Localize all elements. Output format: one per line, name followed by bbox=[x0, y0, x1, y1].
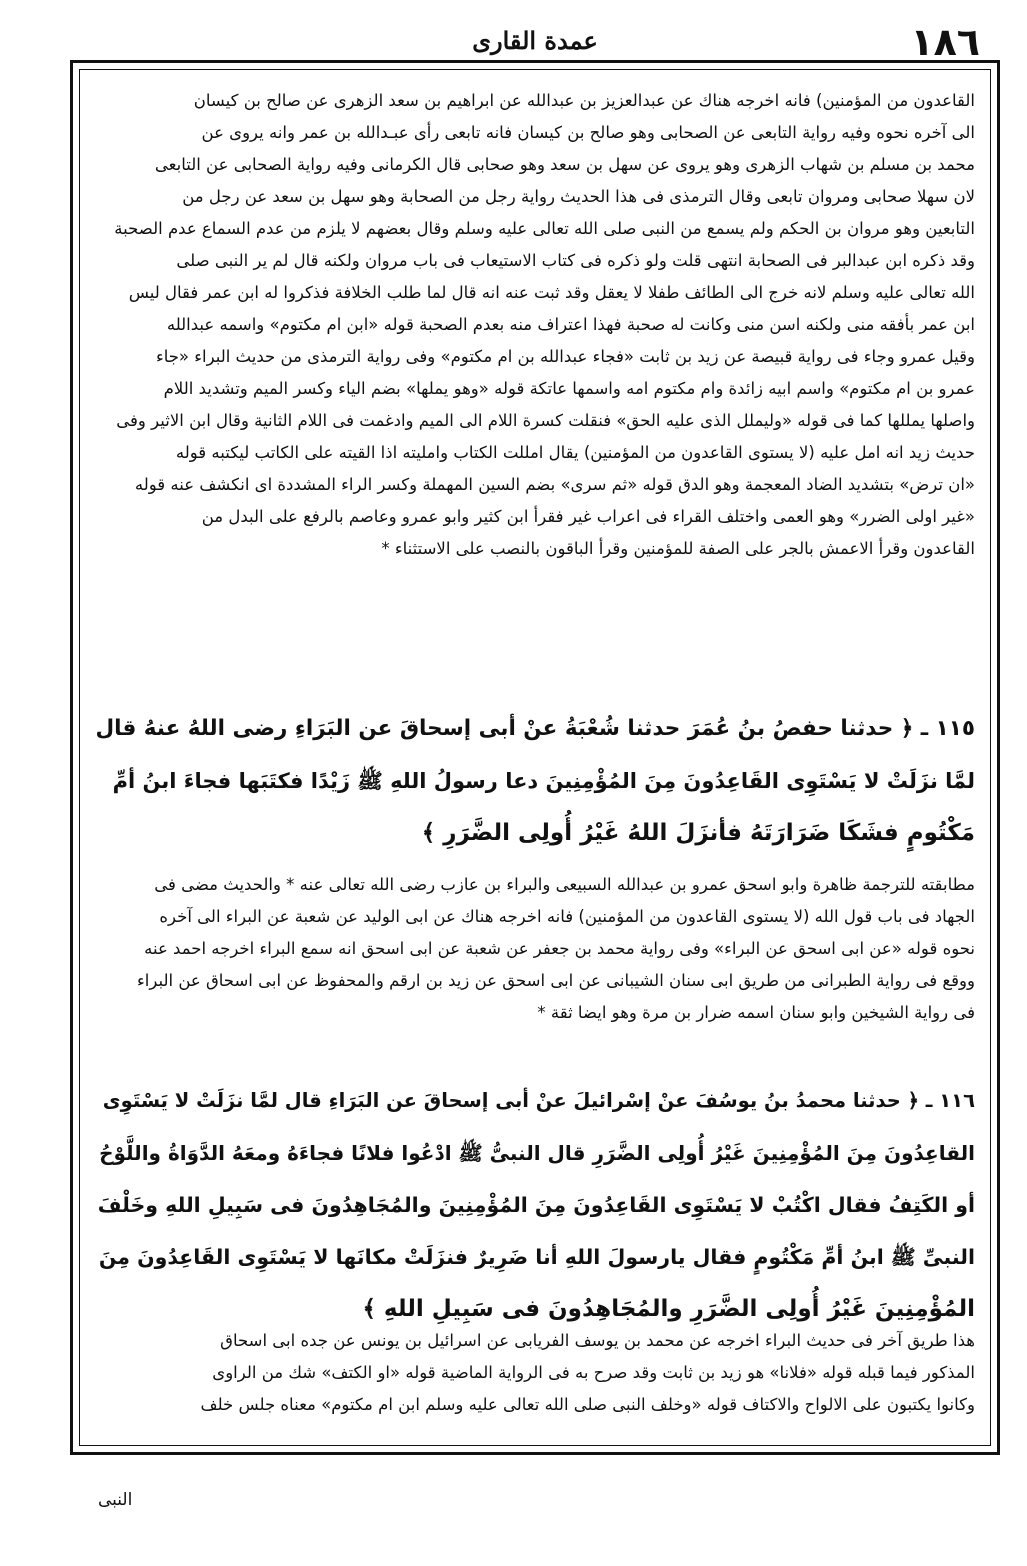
commentary-line: محمد بن مسلم بن شهاب الزهرى وهو يروى عن سهل بن سعد وهو صحابى قال الكرمانى وفيه رواية الصحابى عن التابعى bbox=[154, 155, 975, 174]
commentary-line: التابعين وهو مروان بن الحكم ولم يسمع من النبى صلى الله تعالى عليه وسلم وقال بعضهم لا يلزم من عدم السماع عدم الصحبة bbox=[114, 219, 975, 238]
commentary-line: الله تعالى عليه وسلم لانه خرج الى الطائف طفلا لا يعقل وقد ثبت عنه انه قال لما طلب الخلافة فذكروا له ابن عمر فقال ليس bbox=[128, 283, 975, 302]
commentary-block-3 bbox=[95, 1325, 975, 1421]
commentary-line: فى رواية الشيخين وابو سنان اسمه ضرار بن مرة وهو ايضا ثقة * bbox=[537, 1003, 975, 1022]
commentary-line: «ان ترض» بتشديد الضاد المعجمة وهو الدق قوله «ثم سرى» بضم السين المهملة وكسر الراء المشددة اى انكشف عنه قوله bbox=[134, 475, 975, 494]
commentary-line: «غير اولى الضرر» وهو العمى واختلف القراء فى اعراب غير فقرأ ابن كثير وابو عمرو وعاصم بالرفع على البدل من bbox=[201, 507, 975, 526]
commentary-line: وكانوا يكتبون على الالواح والاكتاف قوله «وخلف النبى صلى الله تعالى عليه وسلم ابن ام مكتوم» معناه جلس خلف bbox=[200, 1395, 975, 1414]
commentary-line: هذا طريق آخر فى حديث البراء اخرجه عن محمد بن يوسف الفريابى عن اسرائيل بن يونس عن جده ابى اسحاق bbox=[220, 1331, 975, 1350]
page-number: ١٨٦ bbox=[910, 20, 980, 64]
hadith-line: القاعِدُونَ مِنَ المُؤْمِنِينَ غَيْرُ أُولِى الضَّرَرِ قال النبىُّ ﷺ ادْعُوا فلانًا فجاءَهُ ومعَهُ الدَّوَاةُ واللَّوْحُ bbox=[99, 1141, 975, 1165]
hadith-line: ١١٥ ـ ﴿ حدثنا حفصُ بنُ عُمَرَ حدثنا شُعْبَةُ عنْ أبى إسحاقَ عن البَرَاءِ رضى اللهُ عنهُ قال bbox=[95, 716, 975, 741]
commentary-line: القاعدون من المؤمنين) فانه اخرجه هناك عن عبدالعزيز بن عبدالله عن ابراهيم بن سعد الزهرى عن صالح بن كيسان bbox=[193, 91, 975, 110]
commentary-line: نحوه قوله «عن ابى اسحق عن البراء» وفى رواية محمد بن جعفر عن شعبة عن ابى اسحق انه سمع البراء اخرجه احمد عنه bbox=[144, 939, 975, 958]
commentary-line: وقد ذكره ابن عبدالبر فى الصحابة انتهى قلت ولو ذكره فى كتاب الاستيعاب فى باب مروان ولكنه قال لم ير النبى صلى bbox=[176, 251, 975, 270]
commentary-line: واصلها يمللها كما فى قوله «وليملل الذى عليه الحق» فنقلت كسرة اللام الى الميم وادغمت فى اللام الثانية وقال ابن الاثير وفى bbox=[116, 411, 975, 430]
page-frame bbox=[70, 60, 1000, 1455]
hadith-line: المُؤْمِنِينَ غَيْرُ أُولِى الضَّرَرِ والمُجَاهِدُونَ فى سَبِيلِ اللهِ ﴾ bbox=[362, 1296, 975, 1322]
commentary-line: الى آخره نحوه وفيه رواية التابعى عن الصحابى وهو صالح بن كيسان فانه تابعى رأى عبـدالله بن عمر وانه يروى عن bbox=[201, 123, 975, 142]
commentary-block-1 bbox=[95, 85, 975, 565]
commentary-block-2 bbox=[95, 869, 975, 1029]
hadith-line: مَكْتُومٍ فشَكَا ضَرَارَتَهُ فأنزَلَ اللهُ غَيْرُ أُولِى الضَّرَرِ ﴾ bbox=[421, 820, 975, 846]
commentary-line: مطابقته للترجمة ظاهرة وابو اسحق عمرو بن عبدالله السبيعى والبراء بن عازب رضى الله تعالى عنه * والحديث مضى فى bbox=[154, 875, 975, 894]
running-title: عمدة القارى bbox=[472, 26, 598, 55]
commentary-line: عمرو بن ام مكتوم» واسم ابيه زائدة وام مكتوم امه واسمها عاتكة قوله «وهو يملها» بضم الياء وكسر الميم وتشديد اللام bbox=[163, 379, 975, 398]
commentary-line: حديث زيد انه امل عليه (لا يستوى القاعدون من المؤمنين) يقال امللت الكتاب وامليته اذا القيته على الكاتب ليكتبه قوله bbox=[175, 443, 975, 462]
commentary-line: وقيل عمرو وجاء فى رواية قبيصة عن زيد بن ثابت «فجاء عبدالله بن ام مكتوم» وفى رواية الترمذى من حديث البراء «جاء bbox=[155, 347, 975, 366]
hadith-line: لمَّا نزَلَتْ لا يَسْتَوِى القَاعِدُونَ مِنَ المُؤْمِنِينَ دعا رسولُ اللهِ ﷺ زَيْدًا فكتَبَها فجاءَ ابنُ أمِّ bbox=[112, 769, 975, 793]
commentary-line: ووقع فى رواية الطبرانى من طريق ابى سنان الشيبانى عن ابى اسحق عن زيد بن ارقم والمحفوظ عن ابى اسحاق عن البراء bbox=[137, 971, 975, 990]
commentary-line: القاعدون وقرأ الاعمش بالجر على الصفة للمؤمنين وقرأ الباقون بالنصب على الاستثناء * bbox=[381, 539, 975, 558]
hadith-line: ١١٦ ـ ﴿ حدثنا محمدُ بنُ يوسُفَ عنْ إسْرائيلَ عنْ أبى إسحاقَ عن البَرَاءِ قال لمَّا نزَلَتْ لا يَسْتَوِى bbox=[102, 1089, 975, 1112]
page-header bbox=[60, 18, 1010, 64]
commentary-line: المذكور فيما قبله قوله «فلانا» هو زيد بن ثابت وقد صرح به فى الرواية الماضية قوله «او الكتف» شك من الراوى bbox=[212, 1363, 975, 1382]
catchword: النبى bbox=[98, 1490, 133, 1510]
commentary-line: لان سهلا صحابى ومروان تابعى وقال الترمذى فى هذا الحديث رواية رجل من الصحابة وهو سهل بن سعد عن رجل من bbox=[182, 187, 975, 206]
hadith-116 bbox=[95, 1075, 975, 1335]
hadith-line: النبىِّ ﷺ ابنُ أمِّ مَكْتُومٍ فقال يارسولَ اللهِ أنا ضَرِيرٌ فنزَلَتْ مكانَها لا يَسْتَوِى القَاعِدُونَ مِنَ bbox=[98, 1245, 975, 1269]
hadith-115 bbox=[95, 703, 975, 859]
commentary-line: الجهاد فى باب قول الله (لا يستوى القاعدون من المؤمنين) فانه اخرجه هناك عن ابى الوليد عن شعبة عن البراء الى آخره bbox=[159, 907, 975, 926]
commentary-line: ابن عمر بأفقه منى ولكنه اسن منى وكانت له صحبة فهذا اعتراف منه بعدم الصحبة قوله «ابن ام مكتوم» واسمه عبدالله bbox=[166, 315, 975, 334]
hadith-line: أو الكَتِفُ فقال اكْتُبْ لا يَسْتَوِى القَاعِدُونَ مِنَ المُؤْمِنِينَ والمُجَاهِدُونَ فى سَبِيلِ اللهِ وخَلْفَ bbox=[97, 1193, 975, 1217]
